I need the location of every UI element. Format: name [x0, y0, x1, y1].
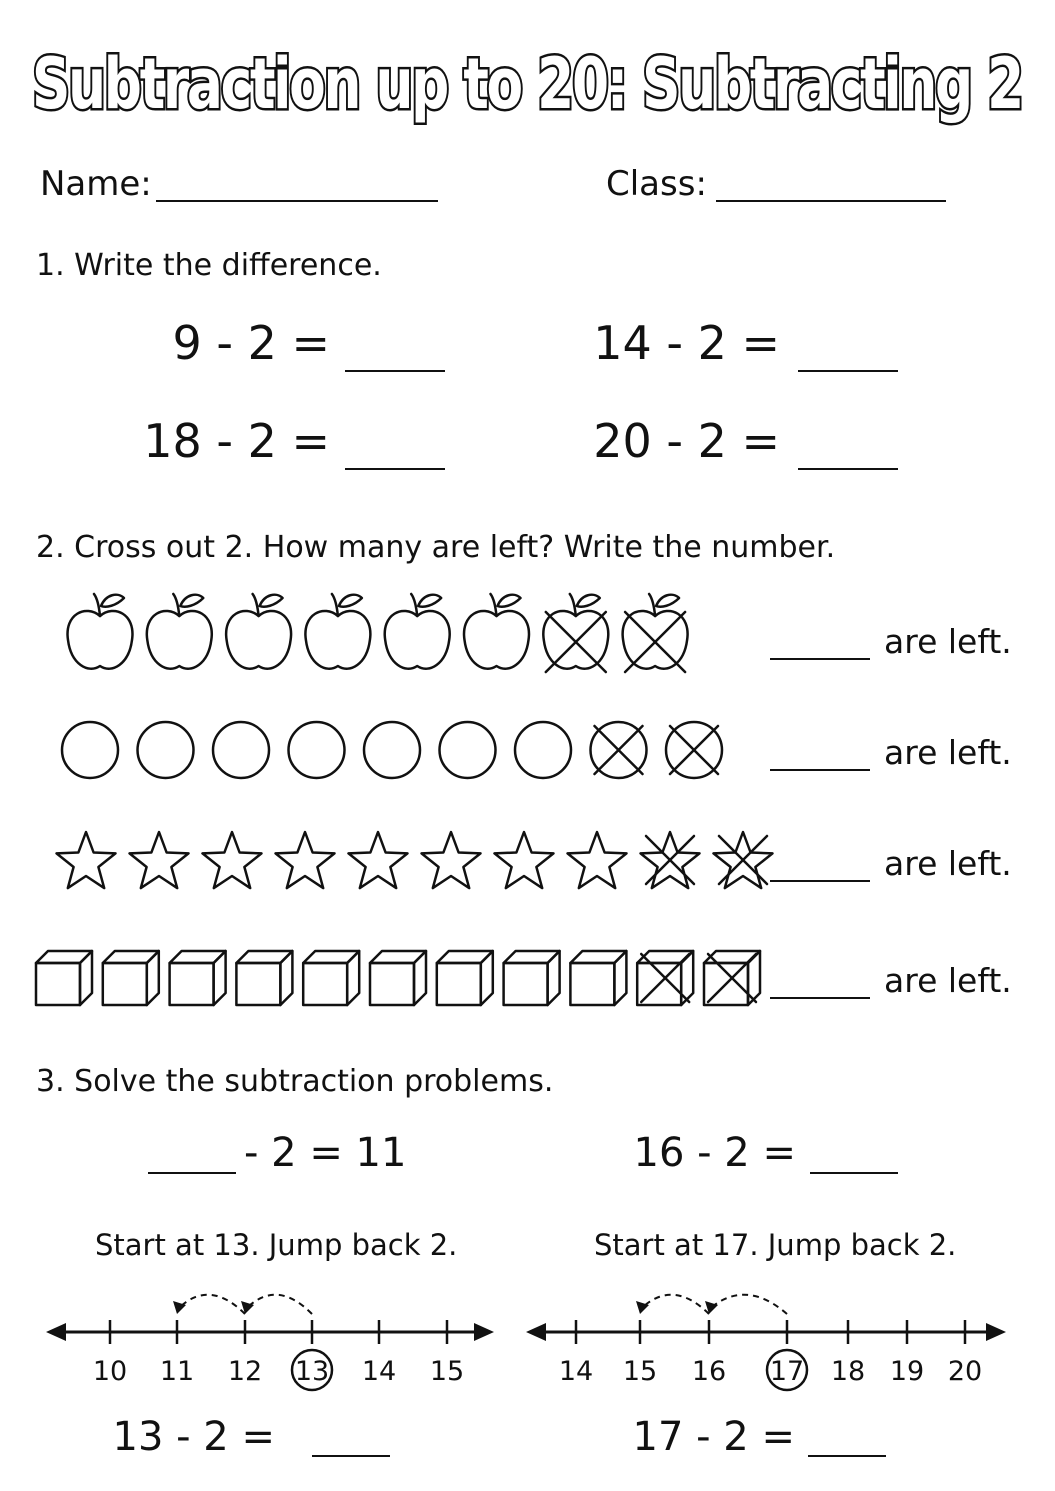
- apple-icon[interactable]: [385, 594, 450, 669]
- numberline-1-caption: Start at 13. Jump back 2.: [95, 1228, 458, 1262]
- q2-answer-3[interactable]: [770, 880, 870, 882]
- tick-label: 10: [92, 1356, 128, 1387]
- cross-out-mark: [625, 612, 685, 672]
- tick-label: 15: [429, 1356, 465, 1387]
- numberline-2-answer[interactable]: [808, 1455, 886, 1457]
- numberline-1-answer[interactable]: [312, 1455, 390, 1457]
- star-row: [0, 820, 760, 910]
- apple-icon[interactable]: [543, 594, 608, 672]
- q3-problem-b: 16 - 2 =: [633, 1130, 796, 1176]
- q2-heading: 2. Cross out 2. How many are left? Write the number.: [36, 530, 836, 565]
- q2-answer-4[interactable]: [770, 997, 870, 999]
- q1-answer-1[interactable]: [345, 370, 445, 372]
- jump-arc: [644, 1295, 709, 1314]
- apple-icon[interactable]: [147, 594, 212, 669]
- tick-label: 13: [294, 1356, 330, 1387]
- circle-row: [0, 710, 760, 800]
- q1-answer-3[interactable]: [345, 468, 445, 470]
- q1-answer-2[interactable]: [798, 370, 898, 372]
- worksheet-title: [0, 20, 1055, 140]
- arrow-left-icon: [526, 1323, 546, 1341]
- q3-answer-a[interactable]: [148, 1172, 236, 1174]
- cube-icon[interactable]: [504, 951, 560, 1005]
- tick-label: 12: [227, 1356, 263, 1387]
- numberline-2-equation: 17 - 2 =: [632, 1414, 795, 1460]
- star-icon[interactable]: [422, 832, 481, 888]
- circle-icon[interactable]: [289, 722, 345, 778]
- q3-problem-a: - 2 = 11: [244, 1130, 407, 1176]
- cube-icon[interactable]: [370, 951, 426, 1005]
- cross-out-mark: [670, 726, 718, 774]
- cube-icon[interactable]: [704, 951, 760, 1005]
- star-icon[interactable]: [568, 832, 627, 888]
- circle-icon[interactable]: [213, 722, 269, 778]
- star-icon[interactable]: [276, 832, 335, 888]
- jump-arc: [713, 1295, 787, 1314]
- q1-problem-1: 9 - 2 =: [172, 316, 330, 370]
- circle-icon[interactable]: [62, 722, 118, 778]
- star-icon[interactable]: [714, 832, 773, 888]
- tick-label: 16: [691, 1356, 727, 1387]
- title-text: Subtraction up to 20: Subtracting 2: [32, 43, 1022, 125]
- star-icon[interactable]: [130, 832, 189, 888]
- cube-icon[interactable]: [36, 951, 92, 1005]
- star-icon[interactable]: [495, 832, 554, 888]
- numberline-1-equation: 13 - 2 =: [112, 1414, 275, 1460]
- numberline-2: [0, 1270, 1055, 1400]
- circle-icon[interactable]: [666, 722, 722, 778]
- q3-answer-b[interactable]: [810, 1172, 898, 1174]
- class-field[interactable]: [716, 200, 946, 202]
- star-icon[interactable]: [349, 832, 408, 888]
- star-icon[interactable]: [57, 832, 116, 888]
- cross-out-mark: [595, 726, 643, 774]
- name-field[interactable]: [156, 200, 438, 202]
- circle-icon[interactable]: [515, 722, 571, 778]
- star-icon[interactable]: [641, 832, 700, 888]
- cube-icon[interactable]: [637, 951, 693, 1005]
- apple-row: [0, 590, 760, 690]
- apple-icon[interactable]: [68, 594, 133, 669]
- name-label: Name:: [40, 164, 152, 204]
- q2-suffix-4: are left.: [884, 961, 1012, 1000]
- apple-icon[interactable]: [464, 594, 529, 669]
- class-label: Class:: [606, 164, 707, 204]
- q3-heading: 3. Solve the subtraction problems.: [36, 1064, 554, 1099]
- q1-answer-4[interactable]: [798, 468, 898, 470]
- circle-icon[interactable]: [440, 722, 496, 778]
- tick-label: 11: [159, 1356, 195, 1387]
- circle-icon[interactable]: [591, 722, 647, 778]
- cross-out-mark: [546, 612, 606, 672]
- cube-icon[interactable]: [170, 951, 226, 1005]
- circle-icon[interactable]: [364, 722, 420, 778]
- apple-icon[interactable]: [305, 594, 370, 669]
- q2-suffix-2: are left.: [884, 733, 1012, 772]
- circle-icon[interactable]: [138, 722, 194, 778]
- tick-label: 14: [361, 1356, 397, 1387]
- arrow-right-icon: [986, 1323, 1006, 1341]
- cube-icon[interactable]: [570, 951, 626, 1005]
- cube-icon[interactable]: [437, 951, 493, 1005]
- cube-icon[interactable]: [103, 951, 159, 1005]
- q1-heading: 1. Write the difference.: [36, 248, 382, 283]
- tick-label: 17: [769, 1356, 805, 1387]
- q1-problem-2: 14 - 2 =: [593, 316, 780, 370]
- tick-label: 20: [947, 1356, 983, 1387]
- q2-answer-2[interactable]: [770, 769, 870, 771]
- numberline-2-caption: Start at 17. Jump back 2.: [594, 1228, 957, 1262]
- q2-suffix-3: are left.: [884, 844, 1012, 883]
- q1-problem-3: 18 - 2 =: [143, 414, 330, 468]
- q1-problem-4: 20 - 2 =: [593, 414, 780, 468]
- tick-label: 19: [889, 1356, 925, 1387]
- tick-label: 18: [830, 1356, 866, 1387]
- cube-icon[interactable]: [236, 951, 292, 1005]
- cube-row: [0, 940, 770, 1030]
- tick-label: 15: [622, 1356, 658, 1387]
- tick-label: 14: [558, 1356, 594, 1387]
- apple-icon[interactable]: [226, 594, 291, 669]
- apple-icon[interactable]: [623, 594, 688, 672]
- q2-suffix-1: are left.: [884, 622, 1012, 661]
- q2-answer-1[interactable]: [770, 658, 870, 660]
- star-icon[interactable]: [203, 832, 262, 888]
- cube-icon[interactable]: [303, 951, 359, 1005]
